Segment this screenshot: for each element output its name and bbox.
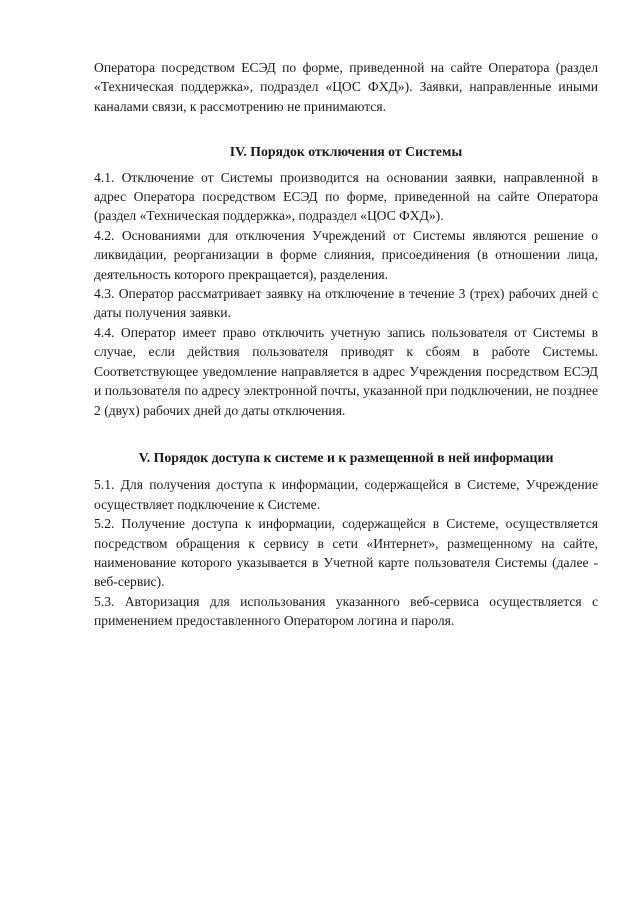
clause-5-3: 5.3. Авторизация для использования указанного веб-сервиса осуществляется с применением предоставленного Оператором логина и пароля. bbox=[94, 593, 598, 629]
clause-4-3: 4.3. Оператор рассматривает заявку на отключение в течение 3 (трех) рабочих дней с даты получения заявки. bbox=[94, 286, 598, 321]
clause-5-2: 5.2. Получение доступа к информации, содержащейся в Системе, осуществляется посредством обращения к сервису в сети «Интернет», размещенному на сайте, наименование которого указывается в Учетной карте пользователя Системы (далее - веб-сервис). bbox=[94, 516, 598, 590]
scan-noise-decoration bbox=[0, 891, 640, 899]
section-5-heading: V. Порядок доступа к системе и к размещенной в ней информации bbox=[138, 449, 554, 465]
section-4-heading: IV. Порядок отключения от Системы bbox=[229, 144, 463, 160]
clause-5-1: 5.1. Для получения доступа к информации, содержащейся в Системе, Учреждение осуществляет подключение к Системе. bbox=[94, 477, 598, 512]
clause-4-4: 4.4. Оператор имеет право отключить учетную запись пользователя от Системы в случае, если действия пользователя приводят к сбоям в работе Системы. Соответствующее уведомление направляется в адрес Учреждения посредством ЕСЭД и пользователя по адресу электронной почты, указанной при подключении, не позднее 2 (двух) рабочих дней до даты отключения. bbox=[94, 324, 598, 418]
intro-paragraph: Оператора посредством ЕСЭД по форме, приведенной на сайте Оператора (раздел «Техническая поддержка», подраздел «ЦОС ФХД»). Заявки, направленные иными каналами связи, к рассмотрению не принимаются. bbox=[94, 60, 598, 114]
clause-4-1: 4.1. Отключение от Системы производится на основании заявки, направленной в адрес Оператора посредством ЕСЭД по форме, приведенной на сайте Оператора (раздел «Техническая поддержка», подраздел «ЦОС ФХД»). bbox=[94, 169, 598, 224]
document-page bbox=[94, 58, 598, 631]
clause-4-2: 4.2. Основаниями для отключения Учреждений от Системы являются решение о ликвидации, реорганизации в форме слияния, присоединения (в отношении лица, деятельность которого прекращается), разделения. bbox=[94, 227, 598, 282]
